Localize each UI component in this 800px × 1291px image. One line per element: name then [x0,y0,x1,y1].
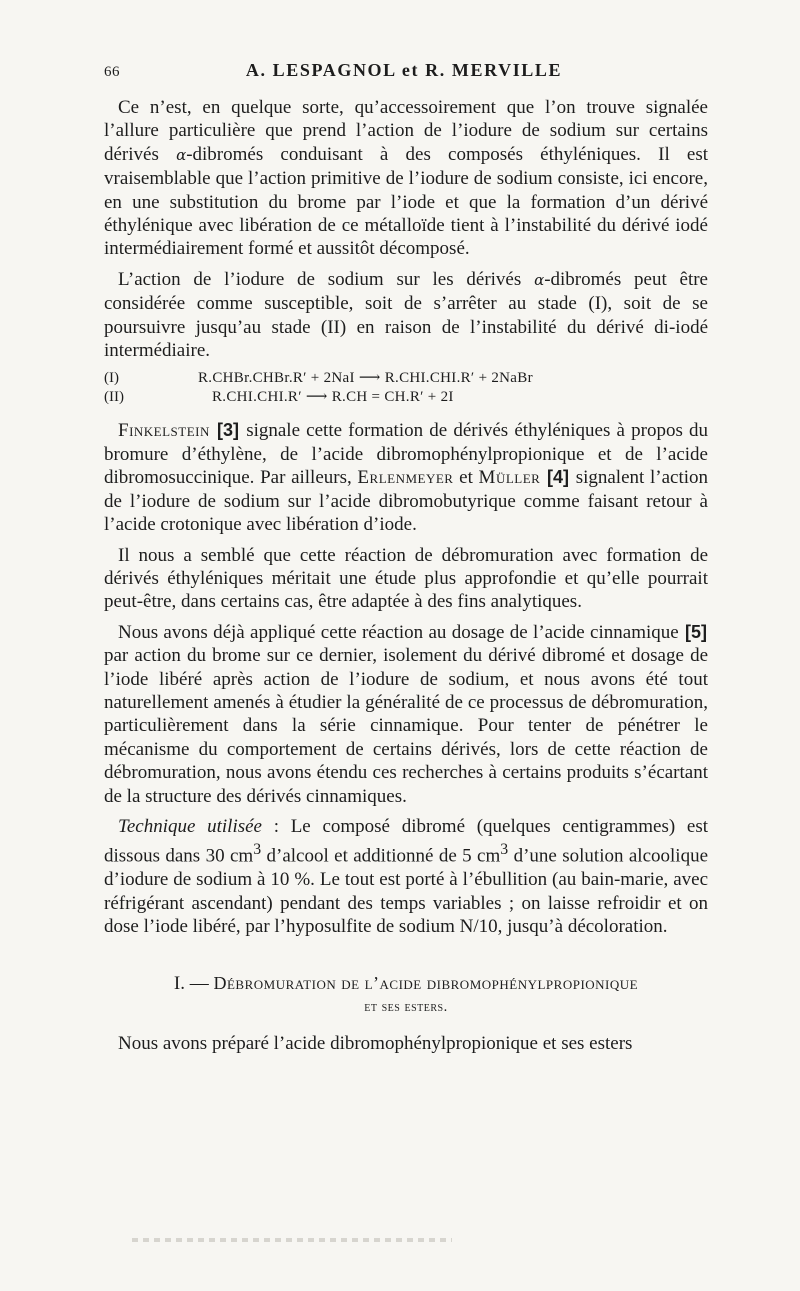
paragraph-2: L’action de l’iodure de sodium sur les dérivés α-dibromés peut être considérée comme susceptible, soit de s’arrêter au stade (I), soit de se poursuivre jusqu’au stade (II) en raison de l’instabilité du dérivé di-iodé intermédiaire. [104,268,708,362]
reference-citation: [4] [547,467,570,488]
paragraph-5: Nous avons déjà appliqué cette réaction au dosage de l’acide cinnamique [5] par action du brome sur ce dernier, isolement du dérivé dibromé et dosage de l’iode libéré après action de l’iodure de sodium, et nous avons été tout naturellement amenés à étudier la généralité de ce processus de débromuration, particulièrement dans la série cinnamique. Pour tenter de pénétrer le mécanisme du comportement de certains dérivés, lors de cette réaction de débromuration, nous avons étendu ces recherches à certains produits s’écartant de la structure des dérivés cinnamiques. [104,621,708,807]
section-number: I. — [173,973,214,995]
author-name: Müller [478,467,541,489]
superscript: 3 [500,841,509,859]
page-number: 66 [104,64,120,80]
section-title-continued: et ses esters. [364,999,448,1016]
scan-artifact [132,1238,452,1242]
superscript: 3 [253,841,262,859]
equation-text: R.CHBr.CHBr.R′ + 2NaI ⟶ R.CHI.CHI.R′ + 2NaBr [198,370,533,387]
author-name: Erlenmeyer [357,467,454,489]
equation-text: R.CHI.CHI.R′ ⟶ R.CH = CH.R′ + 2I [212,389,454,406]
reference-citation: [5] [685,621,707,642]
article-body [104,96,708,1063]
running-title: A. LESPAGNOL et R. MERVILLE [245,60,563,80]
paragraph-3: Finkelstein [3] signale cette formation de dérivés éthyléniques à propos du bromure d’éthylène, de l’acide dibromophénylpropionique et de l’acide dibromosuccinique. Par ailleurs, Erlenmeyer et Müller [4] signalent l’action de l’iodure de sodium sur l’acide dibromobutyrique comme faisant retour à l’acide crotonique avec libération d’iode. [104,420,708,536]
alpha-symbol: α [176,145,187,164]
section-heading [104,972,708,1018]
equation-label: (I) [104,370,119,387]
paragraph-4: Il nous a semblé que cette réaction de débromuration avec formation de dérivés éthyléniques méritait une étude plus approfondie et qu’elle pourrait peut-être, dans certains cas, être adaptée à des fins analytiques. [104,544,708,613]
paragraph-1: Ce n’est, en quelque sorte, qu’accessoirement que l’on trouve signalée l’allure particulière que prend l’action de l’iodure de sodium sur certains dérivés α-dibromés conduisant à des composés éthyléniques. Il est vraisemblable que l’action primitive de l’iodure de sodium consiste, ici encore, en une substitution du brome par l’iode et que la formation d’un dérivé éthylénique avec libération de ce métalloïde tient à l’instabilité du dérivé iodé intermédiairement formé et aussitôt décomposé. [104,97,709,260]
equation-label: (II) [104,389,124,406]
equation-row [104,369,708,388]
paragraph-6: Technique utilisée : Le composé dibromé (quelques centigrammes) est dissous dans 30 $cm^3$ d’alcool et additionné de 5 $cm^3$ d’une solution alcoolique d’iodure de sodium à 10 %. Le tout est porté à l’ébullition (au bain-marie, avec réfrigérant ascendant) pendant des temps variables ; on laisse refroidir et on dose l’iode libéré, par l’hyposulfite de sodium N/10, jusqu’à décoloration. [104,815,709,937]
technique-label: Technique utilisée [118,815,262,837]
reaction-equations [104,369,708,407]
author-name: Finkelstein [118,420,210,442]
equation-row [104,388,708,407]
alpha-symbol: α [534,270,545,289]
paragraph-7: Nous avons préparé l’acide dibromophénylpropionique et ses esters [118,1033,633,1055]
page-header [104,60,704,88]
section-title: Débromuration de l’acide dibromophénylpropionique [213,973,639,994]
reference-citation: [3] [217,420,240,441]
